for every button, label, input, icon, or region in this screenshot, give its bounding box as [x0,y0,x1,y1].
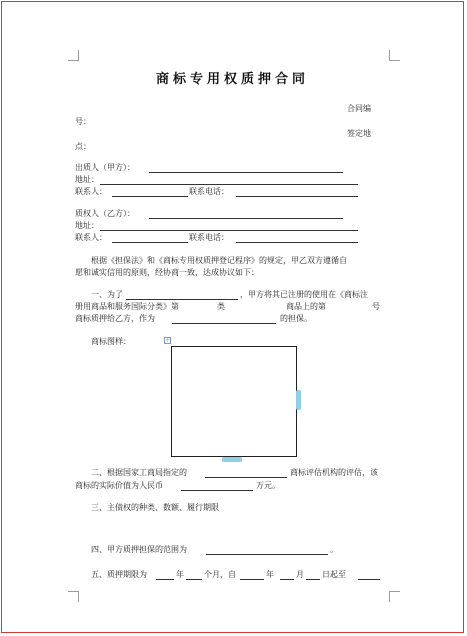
clause1-part-e: 商品上的第 [286,302,326,311]
resize-handle-right[interactable] [296,390,301,410]
clause1-part-f: 号 [372,302,380,311]
clause1-part-h: 的担保。 [280,314,312,323]
pledgor-contact-blank[interactable] [112,196,188,197]
trademark-image-box[interactable] [171,346,297,457]
resize-handle-bottom[interactable] [222,457,242,462]
pledgee-contact-label: 联系人： [75,233,107,242]
crop-mark-bottom-right [389,591,400,602]
clause2-value-blank[interactable] [181,490,253,491]
clause5-part-c: 个月，自 [204,570,236,579]
clause5-start-month-blank[interactable] [280,579,294,580]
contract-no-label: 合同编 [347,104,371,113]
clause5-months-blank[interactable] [186,579,202,580]
clause5-start-year-blank[interactable] [240,579,264,580]
pledgee-phone-blank[interactable] [236,242,358,243]
crop-mark-top-right [389,50,400,61]
contract-no-cont: 号： [75,117,91,126]
clause2-agency-blank[interactable] [205,477,287,478]
clause2-part-d: 万元。 [256,481,280,490]
move-handle-icon[interactable]: + [165,337,171,344]
clause4-part-b: 。 [330,545,338,554]
clause2-part-b: 商标评估机构的评估，该 [290,468,378,477]
clause5-part-e: 月 [296,570,304,579]
clause2-part-a: 二、根据国家工商局指定的 [91,468,187,477]
clause5-end-blank[interactable] [358,579,380,580]
pledgor-phone-blank[interactable] [236,196,358,197]
intro-line-1: 根据《担保法》和《商标专用权质押登记程序》的规定，甲乙双方遵循自 [91,256,347,265]
pledgee-name-blank[interactable] [149,218,343,219]
crop-mark-top-left [68,50,79,61]
pledgor-name-blank[interactable] [149,172,343,173]
clause5-years-blank[interactable] [156,579,174,580]
pledgor-label: 出质人（甲方）： [75,163,135,172]
pledgee-phone-label: 联系电话： [189,233,229,242]
pledgee-address-label: 地址： [75,221,99,230]
document-page [1,1,464,633]
clause1-part-a: 一、为了 [91,290,123,299]
clause1-part-g: 商标质押给乙方，作为 [75,314,155,323]
clause5-part-a: 五、质押期限为 [91,570,147,579]
pledgee-label: 质权人（乙方）： [75,209,135,218]
clause1-purpose-blank[interactable] [126,299,238,300]
pledgor-address-label: 地址： [75,175,99,184]
pledgor-phone-label: 联系电话： [189,187,229,196]
clause5-start-day-blank[interactable] [306,579,320,580]
clause1-part-b: ，甲方将其已注册的使用在《商标注 [240,290,368,299]
logo-label: 商标图样： [91,337,131,346]
sign-place-label: 签定地 [347,129,371,138]
clause4-scope-blank[interactable] [206,554,328,555]
intro-line-2: 愿和诚实信用的原则，经协商一致，达成协议如下： [75,268,259,277]
crop-mark-bottom-left [68,591,79,602]
pledgee-contact-blank[interactable] [112,242,188,243]
pledgor-address-blank[interactable] [100,184,358,185]
contract-title: 商标专用权质押合同 [155,72,309,87]
clause2-part-c: 商标的实际价值为人民币 [75,481,163,490]
clause1-part-c: 册用商品和服务国际分类》第 [75,302,179,311]
clause4-part-a: 四、甲方质押担保的范围为 [91,545,187,554]
clause5-part-b: 年 [176,570,184,579]
clause1-part-d: 类 [217,302,225,311]
clause3-text: 三、主债权的种类、数额、履行期限 [91,503,219,512]
sign-place-cont: 点： [75,142,91,151]
pledgee-address-blank[interactable] [100,230,358,231]
clause1-debt-blank[interactable] [172,323,276,324]
pledgor-contact-label: 联系人： [75,187,107,196]
clause5-part-d: 年 [266,570,274,579]
clause5-part-f: 日起至 [322,570,346,579]
